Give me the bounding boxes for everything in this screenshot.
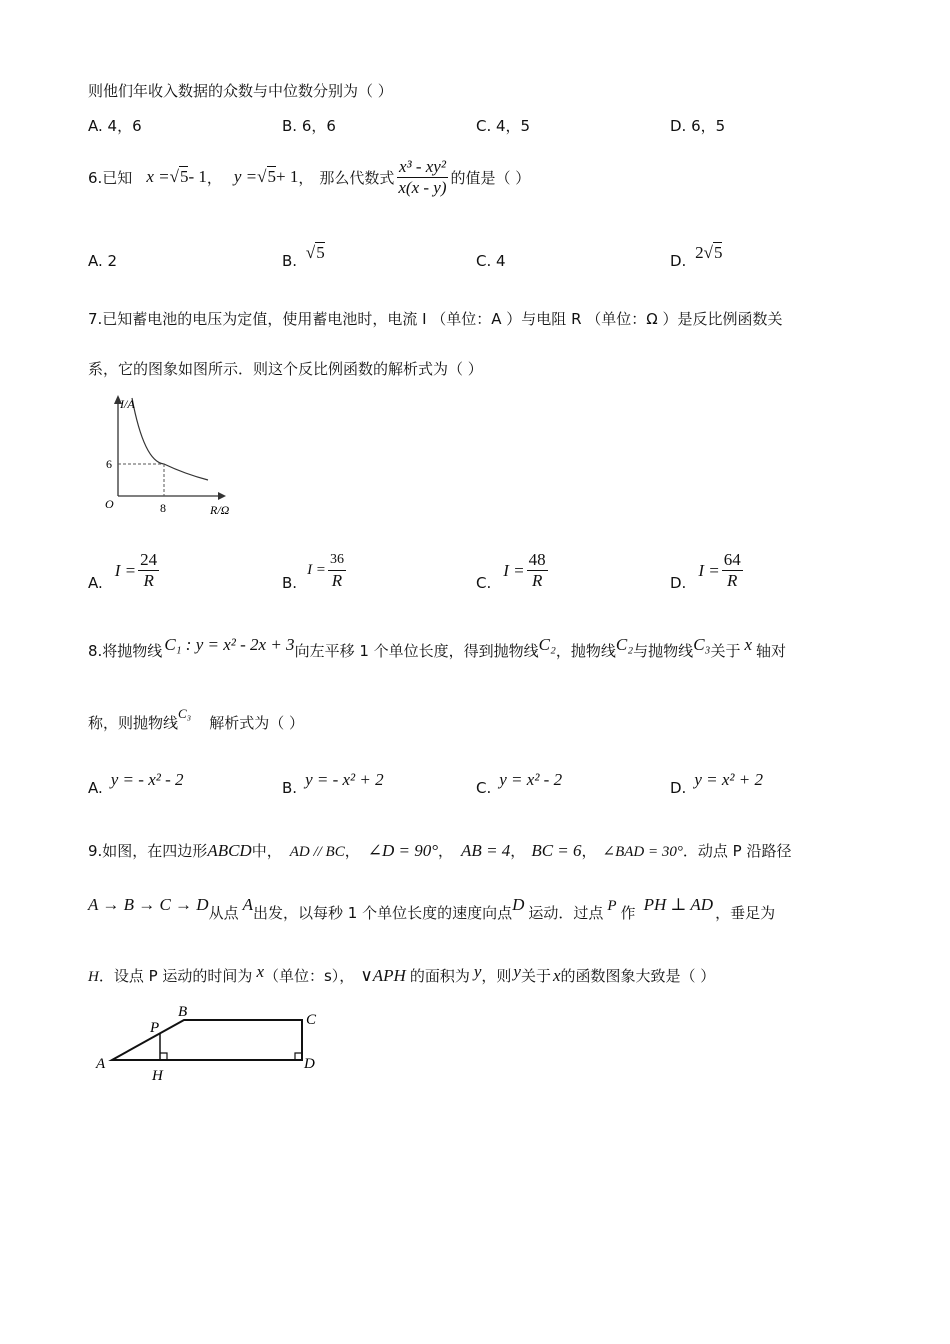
q9-label-h: H <box>152 1068 163 1084</box>
q9-label-c: C <box>306 1012 317 1028</box>
q7-y-label: I/A <box>120 397 135 411</box>
q8-option-b: B. y = - x² + 2 <box>282 770 384 797</box>
q9-quadrilateral <box>112 1020 302 1060</box>
q5-option-b: B. 6，6 <box>282 117 336 135</box>
q7-graph <box>100 392 250 522</box>
q9-label-b: B <box>178 1004 188 1020</box>
q6-mid: 那么代数式 <box>319 168 395 187</box>
q9-line1: 9.如图，在四边形 ABCD 中， AD // BC ， ∠D = 90° ， AB = 4 ， BC = 6 ， ∠BAD = 30° ．动点 P 沿路径 <box>88 841 792 860</box>
q6-fraction <box>396 157 448 198</box>
q6-option-d: D. 2√5 <box>670 243 723 270</box>
q6-x-expr-right: - 1 <box>188 167 207 186</box>
q9-figure <box>92 1002 332 1086</box>
q5-stem: 则他们年收入数据的众数与中位数分别为（ ） <box>88 82 393 100</box>
q7-option-a: A. I = $\frac{24}{R}$ <box>88 550 158 592</box>
q7-x-label: R/Ω <box>210 503 230 517</box>
q6-y-expr-left: y = <box>233 167 258 186</box>
q6-y-sqrt: √5 <box>257 167 276 186</box>
q6-x-expr-left: x = <box>146 167 170 186</box>
q6-frac-num: x³ - xy² <box>398 156 446 176</box>
q6-option-b: B. √5 <box>282 243 325 270</box>
q6-sep2: ， <box>298 168 314 187</box>
q8-parabola: C₁ : y = x² - 2x + 3 <box>164 635 295 654</box>
q7-option-d: D. I = $\frac{64}{R}$ <box>670 550 741 592</box>
q7-y-tick: 6 <box>106 457 112 471</box>
q9-label-d: D <box>304 1056 315 1072</box>
q7-curve <box>132 398 208 480</box>
q7-x-arrow <box>218 492 226 500</box>
q9-d-right-angle <box>295 1053 302 1060</box>
q6-x-sqrt: √5 <box>169 167 189 186</box>
q9-h-right-angle <box>160 1053 167 1060</box>
q7-line1: 7.已知蓄电池的电压为定值，使用蓄电池时，电流 I （单位：A ）与电阻 R （单位：Ω ）是反比例函数关 <box>88 310 783 328</box>
q7-line2: 系，它的图象如图所示．则这个反比例函数的解析式为（ ） <box>88 360 483 378</box>
q9-line3: H ．设点 P 运动的时间为 x （单位：s）， ∨APH 的面积为 y ，则 y 关于 x 的函数图象大致是（ ） <box>88 962 716 985</box>
q6-option-a: A. 2 <box>88 252 118 270</box>
q8-option-a: A. y = - x² - 2 <box>88 770 184 797</box>
q6-sep1: ， <box>206 168 222 187</box>
q7-option-b: B. I = $\frac{36}{R}$ <box>282 552 344 592</box>
q8-line1: 8.将抛物线 C₁ : y = x² - 2x + 3 向左平移 1 个单位长度，得到抛物线 C₂ ，抛物线 C₂ 与抛物线 C₃ 关于 x 轴对 <box>88 635 787 660</box>
q7-origin: O <box>105 497 114 511</box>
q9-label-a: A <box>96 1056 106 1072</box>
q9-label-p: P <box>150 1020 160 1036</box>
q6-prefix: 6.已知 <box>88 168 133 187</box>
q8-option-d: D. y = x² + 2 <box>670 770 763 797</box>
q6-frac-den: x(x - y) <box>398 177 447 197</box>
q7-option-c: C. I = $\frac{48}{R}$ <box>476 550 546 592</box>
q6-y-expr-right: + 1 <box>276 167 299 186</box>
q6-stem <box>88 152 530 202</box>
q5-option-d: D. 6，5 <box>670 117 726 135</box>
q5-option-c: C. 4，5 <box>476 117 531 135</box>
q6-option-c: C. 4 <box>476 252 506 270</box>
q6-suffix: 的值是（ ） <box>450 168 531 187</box>
q5-option-a: A. 4，6 <box>88 117 142 135</box>
q8-option-c: C. y = x² - 2 <box>476 770 563 797</box>
q8-line2: 称，则抛物线 C₃ 解析式为（ ） <box>88 706 304 732</box>
q7-x-tick: 8 <box>160 501 166 515</box>
q9-line2: A → B → C → D 从点 A 出发，以每秒 1 个单位长度的速度向点 D 运动．过点 P 作 PH ⊥ AD ，垂足为 <box>88 895 776 922</box>
